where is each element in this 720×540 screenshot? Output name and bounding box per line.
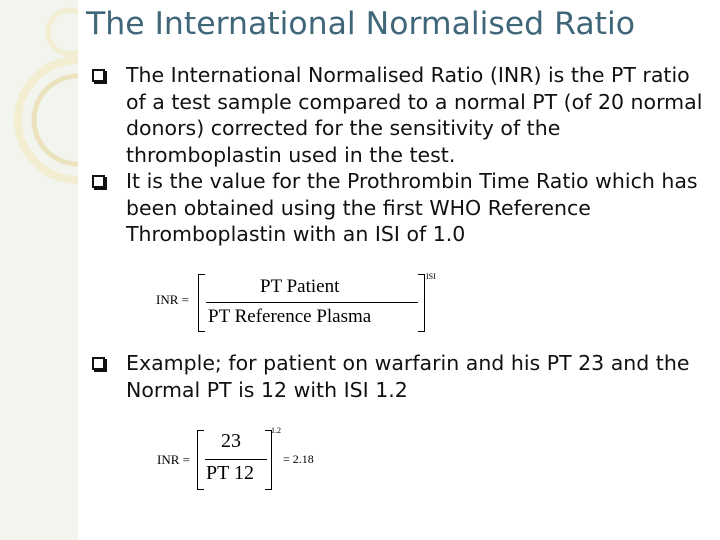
bullet-text: It is the value for the Prothrombin Time Ratio which has been obtained using the first WHO Reference Thromboplastin with an ISI of 1.0 (126, 169, 698, 246)
bullet-inr-definition (92, 62, 704, 168)
deco-ring-inner (34, 76, 78, 164)
decorative-rings (0, 0, 78, 260)
deco-ring-small (48, 10, 78, 54)
formula-label: INR = (157, 452, 190, 467)
formula-denominator: PT Reference Plasma (208, 306, 372, 327)
fraction-bar (205, 459, 267, 460)
formula-label: INR = (156, 292, 189, 307)
bullet-text: The International Normalised Ratio (INR) is the PT ratio of a test sample compared to a normal PT (of 20 normal donors) corrected for the sensitivity of the thromboplastin used in the test. (126, 63, 703, 167)
bullet-list-2 (92, 350, 704, 403)
right-bracket (265, 430, 272, 490)
example-formula (155, 426, 335, 492)
formula-numerator: PT Patient (260, 276, 340, 297)
formula-exponent: ISI (426, 272, 436, 281)
formula-result: = 2.18 (283, 452, 314, 466)
right-bracket (418, 274, 425, 332)
formula-numerator: 23 (221, 430, 241, 452)
checkbox-bullet-icon (92, 69, 105, 82)
bullet-list-1 (92, 62, 704, 248)
bullet-prothrombin-ratio (92, 168, 704, 248)
left-bracket (198, 274, 205, 332)
checkbox-bullet-icon (92, 357, 105, 370)
bullet-example (92, 350, 704, 403)
left-bracket (197, 430, 204, 490)
formula-exponent: 1.2 (271, 426, 281, 435)
fraction-bar (206, 302, 418, 303)
checkbox-bullet-icon (92, 175, 105, 188)
formula-denominator: PT 12 (206, 462, 254, 484)
inr-formula (150, 272, 450, 334)
bullet-text: Example; for patient on warfarin and his PT 23 and the Normal PT is 12 with ISI 1.2 (126, 351, 690, 402)
slide-title: The International Normalised Ratio (86, 6, 636, 42)
